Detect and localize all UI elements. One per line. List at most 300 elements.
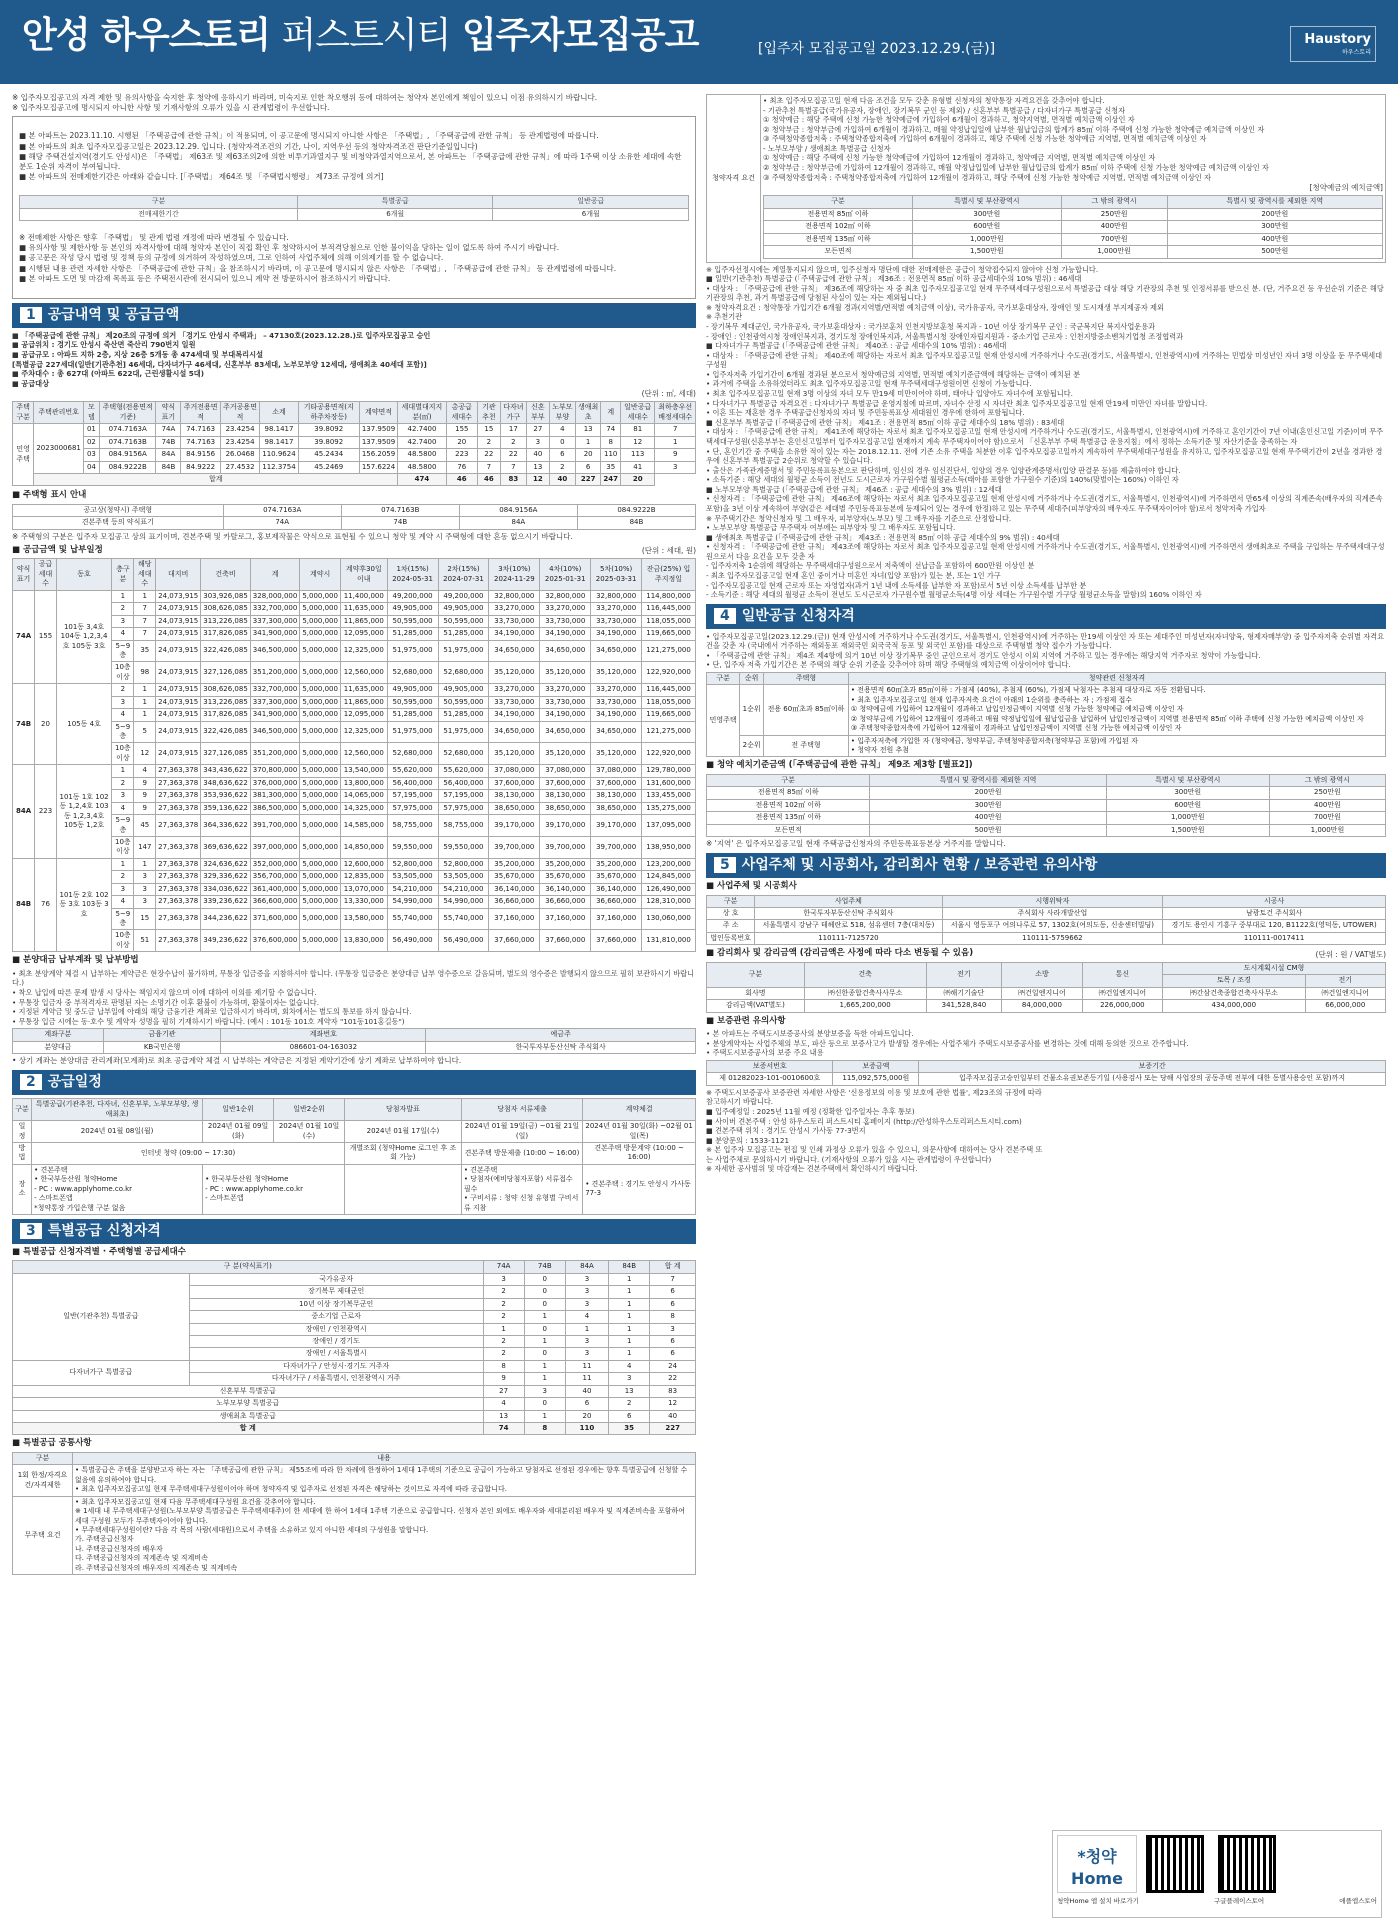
table-cell: 12,325,000	[340, 721, 387, 743]
table-cell: 51	[134, 930, 156, 952]
table-cell: 장기복무 제대군인	[189, 1286, 483, 1298]
table-cell: 24,073,915	[156, 743, 201, 765]
table-cell: 0	[524, 1348, 565, 1360]
table-row	[707, 799, 1386, 811]
table-cell: 35,670,000	[489, 871, 540, 883]
table-cell: 51,285,000	[387, 709, 438, 721]
table-cell: 민영주택	[707, 685, 740, 757]
table-cell: 특별시 및 광역시를 제외한 지역	[870, 774, 1106, 786]
account-table	[12, 1028, 696, 1054]
table-cell: 모델	[83, 402, 99, 424]
table-cell: 27,363,378	[156, 777, 201, 789]
table-row	[13, 1041, 696, 1053]
table-cell: 3	[134, 883, 156, 895]
table-cell: 227	[650, 1423, 696, 1435]
table-cell: 서울시 영등포구 여의나루로 57, 1302호(여의도동, 신송센터빌딩)	[942, 920, 1163, 932]
table-cell: 27,363,378	[156, 908, 201, 930]
table-cell: 2차(15%) 2024-07-31	[438, 559, 489, 590]
table-cell: 137.9509	[359, 424, 397, 436]
table-cell: 37,080,000	[489, 765, 540, 777]
table-cell: 2	[112, 684, 134, 696]
table-cell: 보증금액	[833, 1060, 919, 1072]
table-cell: 전용면적 135㎡ 이하	[764, 233, 913, 245]
table-cell: 1순위	[740, 685, 764, 735]
table-cell: 민영주택	[13, 424, 34, 486]
table-cell: 74B	[341, 517, 459, 529]
table-cell: 2	[483, 1311, 524, 1323]
table-row	[13, 504, 696, 516]
table-cell: 일반(기관추천) 특별공급	[13, 1273, 190, 1360]
table-cell: 6	[549, 449, 575, 461]
table-cell: 36,660,000	[591, 896, 642, 908]
table-cell: 24,073,915	[156, 603, 201, 615]
table-cell: 51,975,000	[387, 721, 438, 743]
announcement-date: [입주자 모집공고일 2023.12.29.(금)]	[758, 41, 996, 57]
table-cell: 34,650,000	[540, 721, 591, 743]
table-cell: 56,490,000	[387, 930, 438, 952]
table-cell: 9	[655, 449, 696, 461]
table-cell: 장애인 / 서울특별시	[189, 1348, 483, 1360]
google-play-qr-icon[interactable]	[1146, 1835, 1204, 1893]
table-cell: 약식표기	[156, 402, 181, 424]
table-cell: 4	[134, 765, 156, 777]
table-cell: 138,950,000	[642, 836, 696, 858]
table-cell: 27,363,378	[156, 765, 201, 777]
table-cell: 9	[134, 802, 156, 814]
table-cell: 54,210,000	[387, 883, 438, 895]
table-cell: 구분	[764, 196, 913, 208]
table-cell: 400만원	[1269, 799, 1385, 811]
table-cell: 13,800,000	[340, 777, 387, 789]
table-cell: 135,275,000	[642, 802, 696, 814]
table-cell: 1	[524, 1373, 565, 1385]
table-cell: 40	[565, 1385, 608, 1397]
table-cell: 33,730,000	[591, 615, 642, 627]
table-cell: 주 소	[707, 920, 755, 932]
table-cell: 110111-5759662	[942, 932, 1163, 944]
table-cell: 157.6224	[359, 461, 397, 473]
table-cell: 4차(10%) 2025-01-31	[540, 559, 591, 590]
table-cell: 1	[609, 1273, 650, 1285]
table-cell: 54,990,000	[387, 896, 438, 908]
table-cell: 5,000,000	[300, 743, 341, 765]
app-store-label[interactable]: 애플앱스토어	[1339, 1896, 1377, 1905]
table-cell: 126,490,000	[642, 883, 696, 895]
table-cell: 49,905,000	[387, 684, 438, 696]
table-cell: 110111-0017411	[1163, 932, 1386, 944]
table-cell: 328,000,000	[250, 590, 300, 602]
table-cell: 7	[655, 424, 696, 436]
table-cell: 04	[83, 461, 99, 473]
table-cell: 전용면적 102㎡ 이하	[764, 221, 913, 233]
table-cell: 33,730,000	[540, 615, 591, 627]
table-cell: 223	[35, 765, 57, 859]
table-cell: 국가유공자	[189, 1273, 483, 1285]
table-cell: 최하층우선배정세대수	[655, 402, 696, 424]
table-cell: 구분	[707, 962, 805, 987]
table-cell: 39.8092	[298, 424, 359, 436]
table-cell: 110	[601, 449, 621, 461]
table-cell: 40	[526, 449, 549, 461]
table-cell: 20	[35, 684, 57, 765]
table-row	[13, 517, 696, 529]
table-cell: 3	[112, 615, 134, 627]
general-intro: • 입주자모집공고일(2023.12.29.(금)) 현재 안성시에 거주하거나 수도권(경기도, 서울특별시, 인천광역시)에 거주하는 만19세 이상인 자 또는 세대주인 미성년자(자녀양육, 형제자매부양) 중 입주자저축 순위별 자격요건을 갖춘 자 (국내에서 거주하는 재외동포 재외국민 외국국적 동포 및 외국인 포함)를 대상으로 주택형별 청약 접수가 가능합니다. • 「주택공급에 관한 규칙」 제4조 제4항에 의거 10년 이상 장기복무 중인 군인으로서 경기도 안성시 이외 지역에 거주하고 있는 경우에는 해당지역 거주자로 청약이 가능합니다. • 단, 입주자 저축 가입기간은 본 주택의 해당 순위 기준을 갖추어야 하며 해당 주택형의 예치금액 이상이어야 합니다.	[706, 631, 1385, 670]
table-cell: 회사명	[707, 987, 805, 999]
table-cell: 76	[35, 858, 57, 952]
table-cell: 12,325,000	[340, 640, 387, 662]
table-cell: 순위	[740, 672, 764, 684]
table-cell: ㈜건일엔지니어	[1305, 987, 1385, 999]
table-cell: 32,800,000	[540, 590, 591, 602]
deposit-note: ※ '지역' 은 입주자모집공고일 현재 주택공급신청자의 주민등록표등본상 거주지를 말합니다.	[706, 839, 1006, 849]
table-cell: 특별공급(기관추천, 다자녀, 신혼부부, 노부모부양, 생애최초)	[32, 1099, 203, 1121]
table-cell: 349,236,622	[201, 930, 251, 952]
type-display-table	[12, 504, 696, 530]
table-cell: 2	[483, 1286, 524, 1298]
table-cell: 34,190,000	[540, 628, 591, 640]
brand-logo: Haustory 하우스토리	[1290, 26, 1376, 62]
table-cell: 36,140,000	[591, 883, 642, 895]
general-rank-table	[706, 672, 1386, 758]
table-cell: 35,200,000	[591, 858, 642, 870]
table-cell: 기관추천	[477, 402, 500, 424]
table-cell: 35,120,000	[591, 662, 642, 684]
table-cell: 34,190,000	[489, 628, 540, 640]
table-cell: 54,990,000	[438, 896, 489, 908]
table-cell: 56,400,000	[387, 777, 438, 789]
table-cell: 주식회사 사라개발산업	[942, 908, 1163, 920]
table-cell: 2	[500, 436, 526, 448]
table-cell: 084.9222B	[99, 461, 155, 473]
table-cell: 13	[483, 1410, 524, 1422]
table-cell: 376,600,000	[250, 930, 300, 952]
table-cell: 일 정	[13, 1121, 32, 1143]
table-cell: 1	[609, 1286, 650, 1298]
table-cell: 317,826,085	[201, 709, 251, 721]
table-cell: 35,120,000	[540, 743, 591, 765]
table-cell: 12,095,000	[340, 709, 387, 721]
table-cell: 1	[524, 1335, 565, 1347]
table-cell: 1	[524, 1360, 565, 1372]
table-cell: 086601-04-163032	[221, 1041, 426, 1053]
table-cell: 27,363,378	[156, 871, 201, 883]
table-cell: 주택관리번호	[34, 402, 84, 424]
table-cell: 특별시 및 광역시를 제외한 지역	[1167, 196, 1382, 208]
table-row	[13, 424, 696, 436]
table-cell: 13	[575, 424, 600, 436]
table-cell: 346,500,000	[250, 640, 300, 662]
table-row	[13, 858, 696, 870]
unit-note: (단위 : ㎡, 세대)	[641, 389, 696, 399]
table-cell: 6	[650, 1348, 696, 1360]
table-cell: 57,195,000	[438, 790, 489, 802]
table-cell: 24,073,915	[156, 640, 201, 662]
table-cell: 2024년 01월 08일(월)	[32, 1121, 203, 1143]
table-cell: 359,136,622	[201, 802, 251, 814]
table-cell: 계약체결	[583, 1099, 696, 1121]
table-cell: 115,092,575,000원	[833, 1073, 919, 1085]
table-cell: 074.7163A	[99, 424, 155, 436]
table-cell: 37,660,000	[591, 930, 642, 952]
table-cell: 1	[609, 1348, 650, 1360]
table-cell: 다자녀가구 특별공급	[13, 1360, 190, 1385]
supervision-title: ■ 감리회사 및 감리금액 (감리금액은 사정에 따라 다소 변동될 수 있음)	[706, 948, 1386, 959]
table-cell: 36,660,000	[540, 896, 591, 908]
table-cell: 2024년 01월 09일(화)	[203, 1121, 274, 1143]
table-row	[764, 221, 1383, 233]
table-cell: 33,730,000	[540, 696, 591, 708]
table-cell: 10층이상	[112, 743, 134, 765]
table-cell: 방 법	[13, 1142, 32, 1164]
table-cell: 12	[650, 1398, 696, 1410]
table-cell: 84B	[13, 858, 35, 952]
table-cell: 노부모부양	[549, 402, 575, 424]
table-cell: 128,310,000	[642, 896, 696, 908]
table-cell: 소계	[260, 402, 298, 424]
table-row	[13, 802, 696, 814]
table-cell: 전 주택형	[764, 735, 849, 757]
table-cell: 계약후30일이내	[340, 559, 387, 590]
table-cell: 38,650,000	[540, 802, 591, 814]
table-cell: 생애최초	[575, 402, 600, 424]
table-cell: 일반1순위	[203, 1099, 274, 1121]
table-row	[13, 883, 696, 895]
table-cell: 5,000,000	[300, 883, 341, 895]
table-cell: 074.7163A	[223, 504, 341, 516]
table-cell: 3	[565, 1335, 608, 1347]
table-cell: 36,660,000	[489, 896, 540, 908]
table-cell: 4	[549, 424, 575, 436]
table-cell: 356,700,000	[250, 871, 300, 883]
table-cell: 예금주	[426, 1029, 696, 1041]
table-cell: 27,363,378	[156, 883, 201, 895]
table-cell: 5,000,000	[300, 815, 341, 837]
table-cell: 공고상(청약시) 주택형	[13, 504, 224, 516]
table-cell: 37,600,000	[540, 777, 591, 789]
table-cell: 1	[609, 1298, 650, 1310]
table-cell: 59,550,000	[438, 836, 489, 858]
company-title: ■ 사업주체 및 시공회사	[706, 881, 1386, 892]
table-cell: 700만원	[1061, 233, 1167, 245]
table-cell: 74B	[13, 684, 35, 765]
table-cell: 2024년 01월 30일(화) ~02월 01일(목)	[583, 1121, 696, 1143]
table-cell: 1	[575, 436, 600, 448]
table-cell: 341,528,840	[926, 1000, 1002, 1012]
table-row	[13, 473, 696, 485]
table-cell: 52,800,000	[438, 858, 489, 870]
table-cell: 신혼부부 특별공급	[13, 1385, 484, 1397]
table-cell: 147	[134, 836, 156, 858]
table-cell: 1,000만원	[1269, 824, 1385, 836]
table-row	[13, 449, 696, 461]
table-cell: 1	[655, 436, 696, 448]
table-cell: 3	[565, 1348, 608, 1360]
table-cell: 51,975,000	[438, 640, 489, 662]
table-cell: ㈜건일엔지니어	[1002, 987, 1082, 999]
intro-box: ■ 본 아파트는 2023.11.10. 시행된 「주택공급에 관한 규칙」이 적용되며, 이 공고문에 명시되지 아니한 사항은 「주택법」, 「주택공급에 관한 규칙」 등 관계법령에 따릅니다. ■ 본 아파트의 최초 입주자모집공고일은 2023.12.29. 입니다. (청약자격조건의 기간, 나이, 지역우선 등의 청약자격조건 판단기준일입니다) ■ 해당 주택건설지역(경기도 안성시)은 「주택법」 제63조 및 제63조의2에 의한 비투기과열지구 및 비청약과열지역으로서, 본 아파트는 「주택공급에 관한 규칙」에 따라 1주택 이상 소유한 세대에 속한 분도 1순위 자격이 부여됩니다. ■ 본 아파트의 전매제한기간은 아래와 같습니다. [「주택법」 제64조 및 「주택법시행령」 제73조 규정에 의거] 구분 특별공급 일반공급 전매제한기간 6개월 6개월 ※ 전매제한 사항은 향후 「주택법」 및 관계 법령 개정에 따라 변경될 수 있습니다. ■ 유의사항 및 제한사항 등 본인의 자격사항에 대해 청약자 본인이 직접 확인 후 청약하시어 부적격당첨으로 인한 불이익을 당하는 일이 없도록 하여 주시기 바랍니다. ■ 공고문은 작성 당시 법령 및 정책 등의 규정에 의거하여 작성하였으며, 그로 인하여 사업주체에 의해 이의제기를 할 수 없습니다. ■ 시행된 내용 관련 자세한 사항은 「주택공급에 관한 규칙」을 참조하시기 바라며, 이 공고문에 명시되지 않은 사항은 「주택법」, 「주택공급에 관한 규칙」 등 관계법령에 따릅니다. ■ 본 아파트 도면 및 마감재 목록표 등은 주택전시관에 전시되어 있으니 계약 전 방문하시어 참조하시기 바랍니다.	[12, 116, 696, 299]
table-cell: 구분	[707, 774, 870, 786]
table-cell: 1차(15%) 2024-05-31	[387, 559, 438, 590]
table-cell: 131,810,000	[642, 930, 696, 952]
table-cell: 2	[112, 603, 134, 615]
table-cell: ㈜건일엔지니어	[1082, 987, 1162, 999]
table-cell: 52,680,000	[387, 662, 438, 684]
table-cell: 전매제한기간	[20, 208, 298, 220]
table-cell: 제 01282023-101-0010600호	[707, 1073, 833, 1085]
table-cell: 23.4254	[220, 424, 259, 436]
table-cell: 2024년 01월 17일(수)	[345, 1121, 462, 1143]
table-cell: 131,600,000	[642, 777, 696, 789]
table-cell: 27,363,378	[156, 836, 201, 858]
table-cell: 2	[549, 461, 575, 473]
table-cell: 5,000,000	[300, 615, 341, 627]
table-cell: 일반2순위	[274, 1099, 345, 1121]
table-cell: 39,170,000	[489, 815, 540, 837]
section-3-title: 3 특별공급 신청자격	[12, 1219, 696, 1244]
table-cell: 84A	[565, 1261, 608, 1273]
table-cell: 45.2434	[298, 449, 359, 461]
table-cell: 37,080,000	[591, 765, 642, 777]
table-cell: 114,800,000	[642, 590, 696, 602]
table-cell: 370,800,000	[250, 765, 300, 777]
table-cell: 137.9509	[359, 436, 397, 448]
table-cell: 56,400,000	[438, 777, 489, 789]
table-cell: 6개월	[297, 208, 493, 220]
table-cell: 14,850,000	[340, 836, 387, 858]
table-cell: 20	[565, 1410, 608, 1422]
table-cell: 074.7163B	[99, 436, 155, 448]
table-cell: 308,626,085	[201, 684, 251, 696]
table-cell: 110.9624	[260, 449, 298, 461]
table-cell: 53,505,000	[387, 871, 438, 883]
table-cell: 20	[446, 436, 477, 448]
table-cell: 313,226,085	[201, 615, 251, 627]
table-cell: 무주택 요건	[13, 1496, 73, 1575]
table-row	[13, 1164, 696, 1214]
table-cell: 10층이상	[112, 662, 134, 684]
table-cell: 9	[134, 777, 156, 789]
table-cell: 2	[483, 1348, 524, 1360]
table-cell: 35,200,000	[540, 858, 591, 870]
table-cell: 13	[609, 1385, 650, 1397]
table-cell: 01	[83, 424, 99, 436]
table-cell: 84.9222	[181, 461, 220, 473]
table-cell: 35,120,000	[540, 662, 591, 684]
table-cell: 6개월	[493, 208, 689, 220]
table-cell: 8	[650, 1311, 696, 1323]
table-cell: 52,800,000	[387, 858, 438, 870]
table-cell: 98.1417	[260, 424, 298, 436]
table-cell: 155	[35, 590, 57, 684]
table-cell: 8	[601, 436, 621, 448]
table-cell: 1,500만원	[1106, 824, 1269, 836]
table-cell: 386,500,000	[250, 802, 300, 814]
table-cell: 11,635,000	[340, 603, 387, 615]
table-row	[13, 461, 696, 473]
table-cell: 12,560,000	[340, 662, 387, 684]
table-cell: 3	[112, 696, 134, 708]
table-cell: 48.5800	[398, 461, 446, 473]
table-cell: 5	[134, 721, 156, 743]
table-row	[13, 1360, 696, 1372]
table-cell: 전용면적 85㎡ 이하	[764, 208, 913, 220]
table-cell: 300만원	[1106, 787, 1269, 799]
table-cell: 200만원	[870, 787, 1106, 799]
right-column	[706, 92, 1386, 1922]
table-cell: 1	[524, 1410, 565, 1422]
table-cell: • 한국부동산원 청약Home - PC : www.applyhome.co.kr - 스마트폰앱	[203, 1164, 345, 1214]
table-cell: 369,636,622	[201, 836, 251, 858]
table-cell: 11	[565, 1360, 608, 1372]
table-cell: 84A	[156, 449, 181, 461]
app-store-qr-icon[interactable]	[1218, 1835, 1276, 1893]
table-cell: 전기	[1305, 975, 1385, 987]
table-cell: 55,620,000	[387, 765, 438, 777]
table-cell: 5차(10%) 2025-03-31	[591, 559, 642, 590]
table-cell: 5,000,000	[300, 765, 341, 777]
table-cell: 49,905,000	[438, 603, 489, 615]
table-cell: 견본주택 방문계약 (10:00 ~ 16:00)	[583, 1142, 696, 1164]
table-row	[13, 743, 696, 765]
table-cell: 84B	[156, 461, 181, 473]
supply-table	[12, 401, 696, 486]
table-cell: 37,660,000	[489, 930, 540, 952]
table-cell: 34,650,000	[489, 721, 540, 743]
table-row	[13, 1142, 696, 1164]
table-row	[13, 640, 696, 662]
table-cell: 74.7163	[181, 436, 220, 448]
table-cell: 1,000만원	[1061, 246, 1167, 258]
table-cell: 400만원	[1167, 233, 1382, 245]
table-cell: 1	[565, 1323, 608, 1335]
table-cell: 41	[621, 461, 655, 473]
table-cell: 352,000,000	[250, 858, 300, 870]
page-header	[0, 0, 1398, 84]
table-cell: 84.9156	[181, 449, 220, 461]
google-play-label[interactable]: 구글플레이스토어	[1213, 1896, 1265, 1905]
table-cell: 인터넷 청약 (09:00 ~ 17:30)	[32, 1142, 345, 1164]
table-cell: 주택형(전용면적기준)	[99, 402, 155, 424]
table-cell: 분양대금	[13, 1041, 104, 1053]
table-cell: 모든면적	[707, 824, 870, 836]
table-cell: 총공급세대수	[446, 402, 477, 424]
table-cell: 구 분(약식표기)	[13, 1261, 484, 1273]
table-cell: 83	[650, 1385, 696, 1397]
table-cell: 34,650,000	[489, 640, 540, 662]
table-cell: 34,650,000	[591, 721, 642, 743]
table-cell: 49,200,000	[438, 590, 489, 602]
table-cell: 특별공급	[297, 196, 493, 208]
table-cell: 3	[526, 436, 549, 448]
table-cell: 보증서번호	[707, 1060, 833, 1072]
table-cell: 121,275,000	[642, 640, 696, 662]
table-cell: 20	[575, 449, 600, 461]
table-cell: 서울특별시 강남구 테헤란로 518, 섬유센터 7층(대치동)	[755, 920, 942, 932]
table-cell: 경기도 용인시 기흥구 중부대로 120, B1122호(영덕동, UTOWER)	[1163, 920, 1386, 932]
table-cell: 구분	[707, 672, 740, 684]
payment-notes: • 최초 분양계약 체결 시 납부하는 계약금은 현장수납이 불가하며, 무통장 입금증을 지참하셔야 합니다. (무통장 입금증은 분양대금 납부 영수증으로 갈음되며, 별도의 영수증은 발행되지 않으므로 필히 보관하시기 바랍니다.) • 착오 납입에 따른 문제 발생 시 당사는 책임지지 않으며 이에 대하여 이의를 제기할 수 없습니다. • 무통장 입금자 중 부적격자로 판명된 자는 소명기간 이후 환불이 가능하며, 환불이자는 없습니다. • 지정된 계약금 및 중도금 납부일에 아래의 해당 금융기관 계좌로 입금하시기 바라며, 회차에서는 별도의 통보를 하지 않습니다. • 무통장 입금 시에는 동·호수 및 계약자 성명을 필히 기재하시기 바랍니다. (예시 : 101동 101호 계약자 "101동101홍길동")	[12, 968, 695, 1026]
table-cell: 1	[609, 1311, 650, 1323]
table-cell: 35,120,000	[591, 743, 642, 765]
table-cell: 13,330,000	[340, 896, 387, 908]
table-cell: 당첨자 서류제출	[461, 1099, 582, 1121]
table-cell: 98	[134, 662, 156, 684]
table-cell: 1,665,200,000	[804, 1000, 926, 1012]
table-cell: 110	[565, 1423, 608, 1435]
table-cell: 22	[500, 449, 526, 461]
resale-table	[19, 195, 689, 221]
